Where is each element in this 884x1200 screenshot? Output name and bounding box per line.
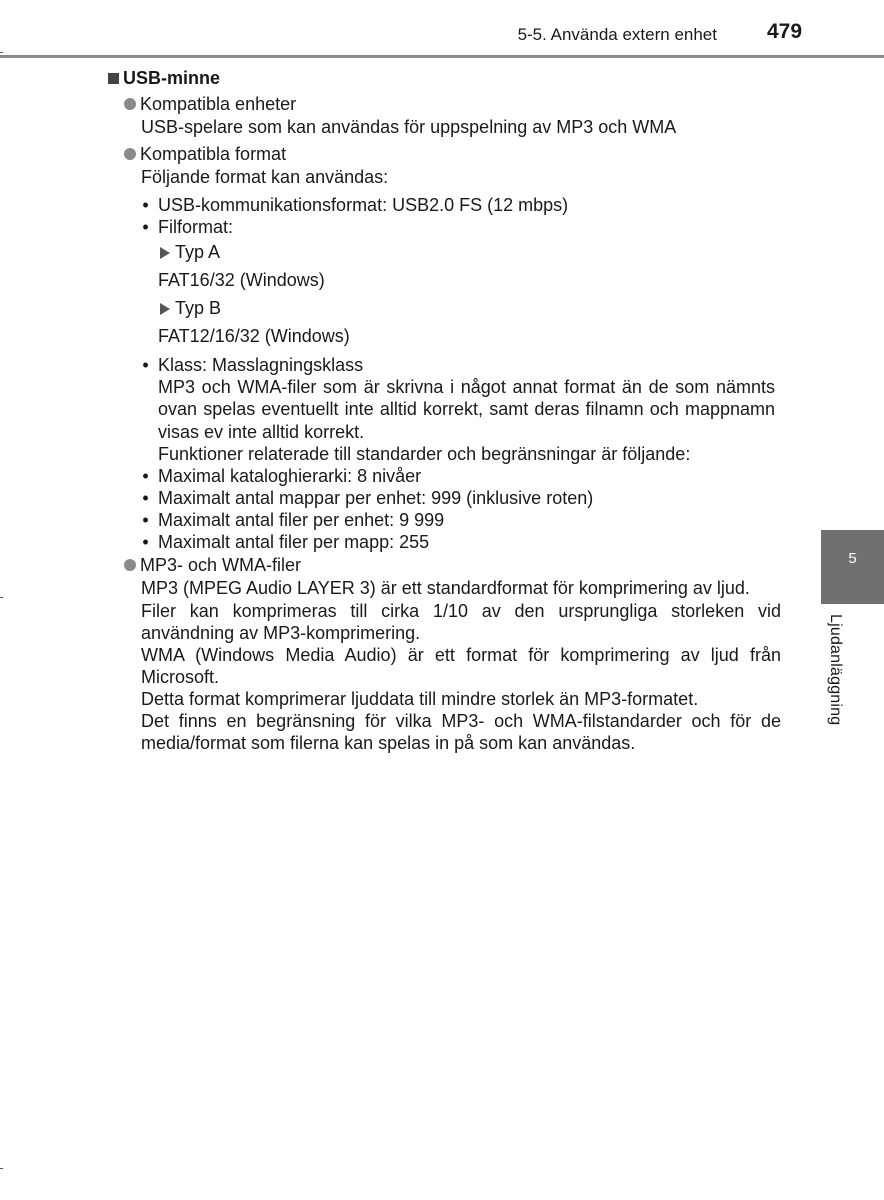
crop-mark <box>0 597 3 598</box>
square-bullet-icon <box>108 73 119 84</box>
mp3-wma-paragraph-4: Detta format komprimerar ljuddata till mindre storlek än MP3-formatet. <box>141 689 699 709</box>
page-number: 479 <box>767 20 803 43</box>
type-b-label: Typ B <box>160 297 221 320</box>
compatible-devices-text: USB-spelare som kan användas för uppspelning av MP3 och WMA <box>141 117 677 137</box>
triangle-right-icon <box>160 303 170 315</box>
crop-mark <box>0 52 3 53</box>
circle-bullet-icon <box>124 559 136 571</box>
mp3-wma-paragraph-1: MP3 (MPEG Audio LAYER 3) är ett standardformat för komprimering av ljud. <box>141 578 750 598</box>
type-b-value: FAT12/16/32 (Windows) <box>158 326 350 346</box>
bullet-dot: • <box>142 466 149 486</box>
mp3-wma-paragraph-3: WMA (Windows Media Audio) är ett format för komprimering av ljud från Microsoft. <box>141 645 781 688</box>
mp3-wma-paragraph-5: Det finns en begränsning för vilka MP3- och WMA-filstandarder och för de media/format som filerna kan spelas in på som kan användas. <box>141 711 781 754</box>
limit-item: Maximalt antal filer per enhet: 9 999 <box>158 510 445 530</box>
compatible-devices-heading: Kompatibla enheter <box>124 93 296 116</box>
class-note: MP3 och WMA-filer som är skrivna i något annat format än de som nämnts ovan spelas eventuellt inte alltid korrekt, samt deras filnamn och mappnamn visas ev inte alltid korrekt. <box>158 377 775 442</box>
compatible-formats-heading: Kompatibla format <box>124 143 286 166</box>
mp3-wma-paragraph-2: Filer kan komprimeras till cirka 1/10 av den ursprungliga storleken vid användning av MP3-komprimering. <box>141 601 781 644</box>
circle-bullet-icon <box>124 98 136 110</box>
limit-item: Maximalt antal filer per mapp: 255 <box>158 532 430 552</box>
section-title: USB-minne <box>108 67 220 90</box>
crop-mark <box>0 1168 3 1169</box>
usb-format-item: USB-kommunikationsformat: USB2.0 FS (12 mbps) <box>158 195 569 215</box>
type-a-value: FAT16/32 (Windows) <box>158 270 325 290</box>
chapter-tab <box>821 530 884 604</box>
compatible-formats-intro: Följande format kan användas: <box>141 167 389 187</box>
section-header: 5-5. Använda extern enhet <box>517 25 717 44</box>
class-item: Klass: Masslagningsklass <box>158 355 364 375</box>
triangle-right-icon <box>160 247 170 259</box>
bullet-dot: • <box>142 510 149 530</box>
bullet-dot: • <box>142 355 149 375</box>
circle-bullet-icon <box>124 148 136 160</box>
type-a-label: Typ A <box>160 241 220 264</box>
chapter-label: Ljudanläggning <box>827 614 844 726</box>
mp3-wma-heading: MP3- och WMA-filer <box>124 554 301 577</box>
limit-item: Maximal kataloghierarki: 8 nivåer <box>158 466 422 486</box>
limit-item: Maximalt antal mappar per enhet: 999 (inklusive roten) <box>158 488 594 508</box>
bullet-dot: • <box>142 488 149 508</box>
bullet-dot: • <box>142 217 149 237</box>
header-divider <box>0 55 884 58</box>
bullet-dot: • <box>142 195 149 215</box>
file-format-item: Filformat: <box>158 217 234 237</box>
chapter-number: 5 <box>848 550 857 567</box>
bullet-dot: • <box>142 532 149 552</box>
limits-intro: Funktioner relaterade till standarder och begränsningar är följande: <box>158 444 691 464</box>
